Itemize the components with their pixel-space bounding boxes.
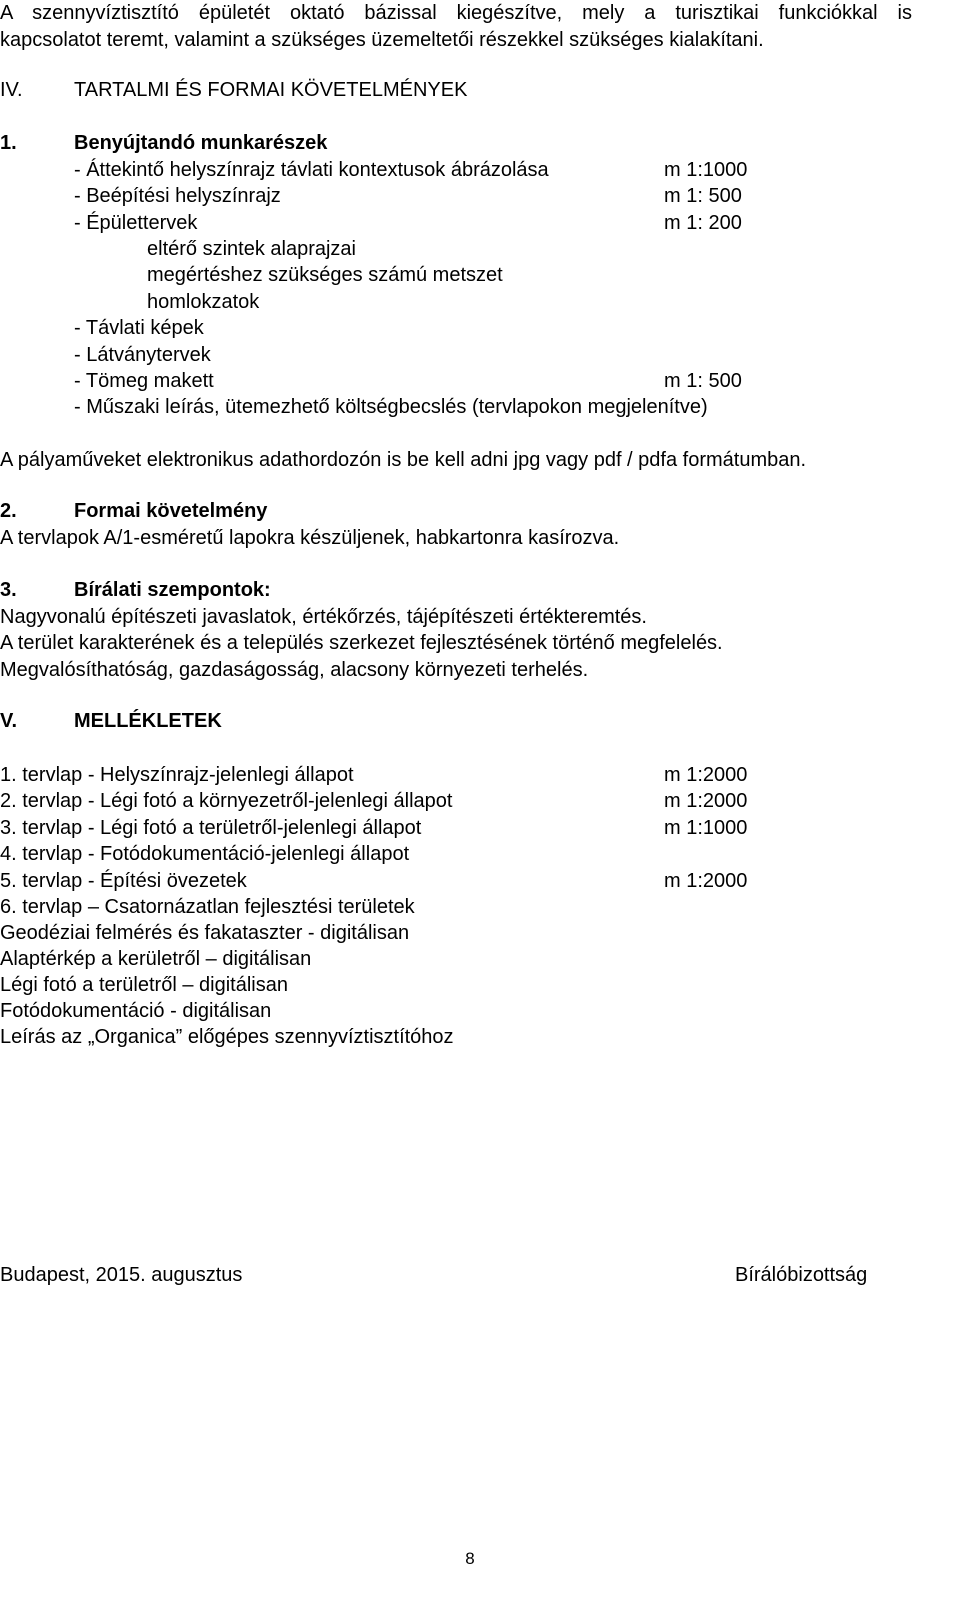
sub-1-number: 1. <box>0 132 17 154</box>
section-4-number: IV. <box>0 79 23 101</box>
sub-3-number: 3. <box>0 579 17 601</box>
intro-line-1: A szennyvíztisztító épületét oktató bázissal kiegészítve, mely a turisztikai funkciókkal is <box>0 2 912 24</box>
annex-item: 5. tervlap - Építési övezetek <box>0 870 247 892</box>
deliverable-subitem: megértéshez szükséges számú metszet <box>147 264 503 286</box>
sub-2-title: Formai követelmény <box>74 500 268 522</box>
sub-2-text: A tervlapok A/1-esméretű lapokra készüljenek, habkartonra kasírozva. <box>0 527 620 549</box>
annex-item: Leírás az „Organica” előgépes szennyvíztisztítóhoz <box>0 1026 454 1048</box>
deliverable-scale: m 1:1000 <box>664 159 748 181</box>
annex-item: 3. tervlap - Légi fotó a területről-jelenlegi állapot <box>0 817 422 839</box>
deliverable-item: - Látványtervek <box>74 344 211 366</box>
intro-line-2: kapcsolatot teremt, valamint a szükséges üzemeltetői részekkel szükséges kialakítani. <box>0 29 764 51</box>
annex-scale: m 1:2000 <box>664 790 748 812</box>
page-number: 8 <box>465 1549 475 1568</box>
deliverable-scale: m 1: 200 <box>664 212 742 234</box>
annex-scale: m 1:2000 <box>664 870 748 892</box>
annex-item: Alaptérkép a kerületről – digitálisan <box>0 948 312 970</box>
deliverable-scale: m 1: 500 <box>664 185 742 207</box>
deliverable-scale: m 1: 500 <box>664 370 742 392</box>
deliverable-item: - Beépítési helyszínrajz <box>74 185 281 207</box>
criteria-line: Nagyvonalú építészeti javaslatok, értékőrzés, tájépítészeti értékteremtés. <box>0 606 647 628</box>
section-5-title: MELLÉKLETEK <box>74 710 222 732</box>
annex-item: 4. tervlap - Fotódokumentáció-jelenlegi állapot <box>0 843 410 865</box>
annex-item: 2. tervlap - Légi fotó a környezetről-jelenlegi állapot <box>0 790 453 812</box>
sub-3-title: Bírálati szempontok: <box>74 579 271 601</box>
submission-note: A pályaműveket elektronikus adathordozón is be kell adni jpg vagy pdf / pdfa formátumban. <box>0 449 807 471</box>
deliverable-item: - Tömeg makett <box>74 370 214 392</box>
deliverable-item: - Távlati képek <box>74 317 204 339</box>
annex-item: Geodéziai felmérés és fakataszter - digitálisan <box>0 922 410 944</box>
criteria-line: A terület karakterének és a település szerkezet fejlesztésének történő megfelelés. <box>0 632 723 654</box>
section-4-title: TARTALMI ÉS FORMAI KÖVETELMÉNYEK <box>74 79 468 101</box>
section-5-number: V. <box>0 710 18 732</box>
annex-scale: m 1:1000 <box>664 817 748 839</box>
deliverable-item: - Épülettervek <box>74 212 198 234</box>
criteria-line: Megvalósíthatóság, gazdaságosság, alacsony környezeti terhelés. <box>0 659 589 681</box>
annex-item: Légi fotó a területről – digitálisan <box>0 974 288 996</box>
annex-scale: m 1:2000 <box>664 764 748 786</box>
deliverable-item: - Műszaki leírás, ütemezhető költségbecslés (tervlapokon megjelenítve) <box>74 396 708 418</box>
deliverable-item: - Áttekintő helyszínrajz távlati kontextusok ábrázolása <box>74 159 549 181</box>
sub-2-number: 2. <box>0 500 17 522</box>
annex-item: Fotódokumentáció - digitálisan <box>0 1000 272 1022</box>
deliverable-subitem: eltérő szintek alaprajzai <box>147 238 356 260</box>
sub-1-title: Benyújtandó munkarészek <box>74 132 328 154</box>
signature-line: Bírálóbizottság <box>735 1264 868 1286</box>
deliverable-subitem: homlokzatok <box>147 291 260 313</box>
annex-item: 1. tervlap - Helyszínrajz-jelenlegi állapot <box>0 764 354 786</box>
place-date: Budapest, 2015. augusztus <box>0 1264 243 1286</box>
annex-item: 6. tervlap – Csatornázatlan fejlesztési területek <box>0 896 415 918</box>
